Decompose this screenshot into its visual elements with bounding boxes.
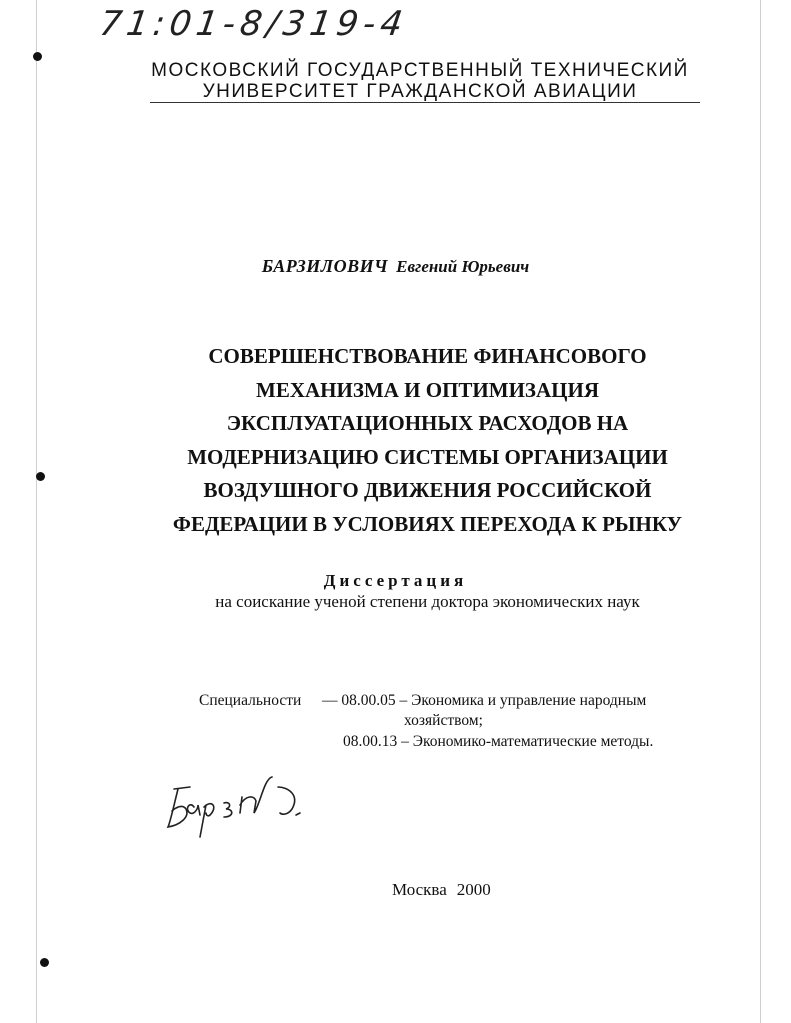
author-signature [160, 765, 320, 845]
specialty-2: 08.00.13 – Экономико-математические методы. [343, 733, 654, 750]
archive-number: 71:01-8/319-4 [97, 4, 410, 44]
place-and-year [392, 880, 491, 900]
header-rule [150, 102, 700, 103]
title-line: ЭКСПЛУАТАЦИОННЫХ РАСХОДОВ НА [226, 411, 629, 435]
binding-hole-bottom [40, 958, 49, 967]
title-line: МЕХАНИЗМА И ОПТИМИЗАЦИЯ [256, 377, 599, 402]
scan-edge-left [36, 0, 37, 1023]
title-line: ВОЗДУШНОГО ДВИЖЕНИЯ РОССИЙСКОЙ [203, 478, 652, 502]
degree-line: на соискание ученой степени доктора экономических наук [215, 592, 640, 611]
title-line: МОДЕРНИЗАЦИЮ СИСТЕМЫ ОРГАНИЗАЦИИ [187, 444, 668, 469]
document-type: Диссертация [323, 571, 468, 590]
university-line-1: МОСКОВСКИЙ ГОСУДАРСТВЕННЫЙ ТЕХНИЧЕСКИЙ [151, 60, 689, 81]
binding-hole-middle [36, 472, 45, 481]
author-given-names: Евгений Юрьевич [396, 257, 530, 276]
author-surname: БАРЗИЛОВИЧ [261, 256, 389, 276]
binding-hole-top [33, 52, 42, 61]
title-line: ФЕДЕРАЦИИ В УСЛОВИЯХ ПЕРЕХОДА К РЫНКУ [172, 511, 683, 536]
author-name [0, 256, 791, 277]
city: Москва [392, 880, 447, 899]
university-line-2: УНИВЕРСИТЕТ ГРАЖДАНСКОЙ АВИАЦИИ [202, 81, 638, 102]
year: 2000 [456, 880, 491, 899]
scan-edge-right [760, 0, 761, 1023]
specialty-1-continuation: хозяйством; [404, 712, 483, 729]
specialty-1: — 08.00.05 – Экономика и управление народным [322, 692, 647, 709]
specialties-label: Специальности [199, 692, 302, 709]
title-line: СОВЕРШЕНСТВОВАНИЕ ФИНАНСОВОГО [208, 344, 647, 368]
dissertation-title [150, 340, 705, 541]
university-name [150, 60, 690, 102]
